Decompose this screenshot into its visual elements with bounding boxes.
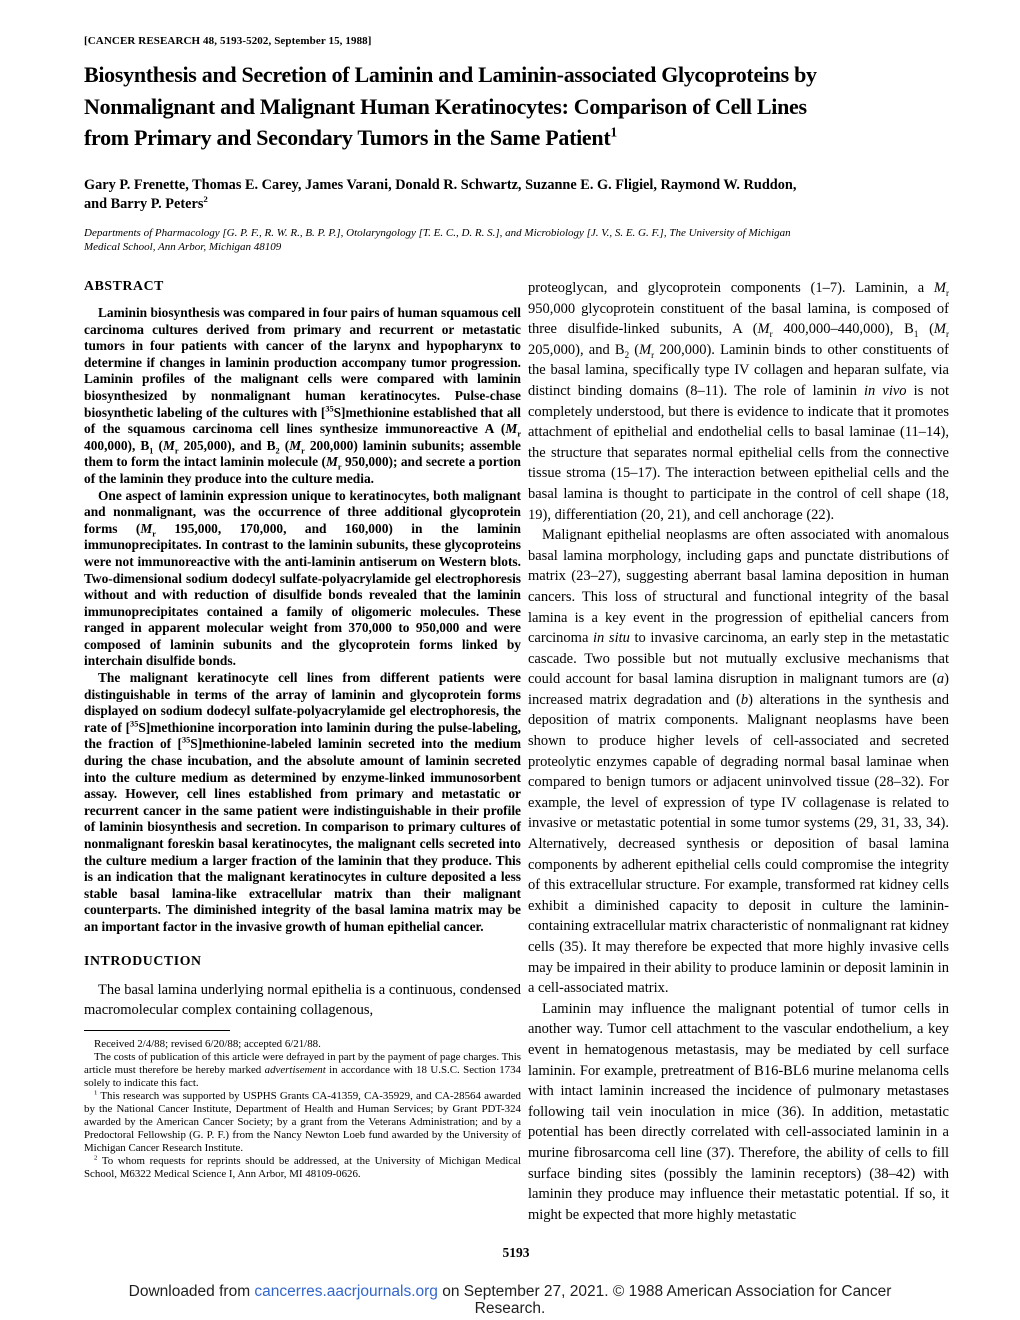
introduction-paragraph: Laminin may influence the malignant potential of tumor cells in another way. Tumor cell attachment to the vascular endothelium, a key event in hematogenous metastasis, may be mediated by cell surface laminin. For example, pretreatment of B16-BL6 murine melanoma cells with intact laminin increased the incidence of pulmonary metastases following tail vein inoculation in mice (36). In addition, metastatic potential has been directly correlated with cell-associated laminin in a murine fibrosarcoma cell line (37). Therefore, the ability of cells to fill surface binding sites (possibly the laminin receptors) (38–42) with laminin they produce may influence their metastatic potential. If so, it might be expected that more highly metastatic [528, 1000, 949, 1223]
footnote-1-funding: $^1$ This research was supported by USPHS Grants CA-41359, CA-35929, and CA-28564 awarded by the National Cancer Institute, Department of Health and Human Services; by Grant PDT-324 awarded by the American Cancer Society; by a grant from the Veterans Administration; and by a Predoctoral Fellowship (G. P. F.) from the Nancy Newton Loeb fund awarded by the University of Michigan Cancer Research Institute. [84, 1089, 521, 1154]
article-title [84, 59, 817, 154]
abstract-section [84, 278, 521, 936]
journal-citation-header: [CANCER RESEARCH 48, 5193-5202, September 15, 1988] [84, 35, 372, 47]
introduction-heading: INTRODUCTION [84, 952, 202, 968]
abstract-paragraph: One aspect of laminin expression unique to keratinocytes, both malignant and nonmalignant, was the occurrence of three additional glycoprotein forms ($M_r$ 195,000, 170,000, and 160,000) in the laminin immunoprecipitates. In contrast to the laminin subunits, these glycoproteins were not immunoreactive with the anti-laminin antiserum on Western blots. Two-dimensional sodium dodecyl sulfate-polyacrylamide gel electrophoresis without and with reduction of disulfide bonds revealed that the laminin immunoprecipitates contained a family of oligomeric molecules. These ranged in apparent molecular weight from 370,000 to 950,000 and were composed of laminin subunits and the glycoprotein forms linked by interchain disulfide bonds. [84, 487, 521, 669]
article-title-line-3: from Primary and Secondary Tumors in the Same Patient$^1$ [84, 124, 617, 150]
authors-line-1: Gary P. Frenette, Thomas E. Carey, James Varani, Donald R. Schwartz, Suzanne E. G. Fligiel, Raymond W. Ruddon, [84, 177, 797, 193]
introduction-paragraph: Malignant epithelial neoplasms are often associated with anomalous basal lamina morphology, including gaps and punctate distributions of matrix (23–27), suggesting aberrant basal lamina deposition in human cancers. This loss of structural and functional integrity of the basal lamina is a key event in the progression of epithelial cancers from carcinoma in situ to invasive carcinoma, an early step in the metastatic cascade. Two possible but not mutually exclusive mechanisms that could account for basal lamina disruption in malignant tumors are (a) increased matrix degradation and (b) alterations in the synthesis and deposition of matrix components. Malignant neoplasms have been shown to produce higher levels of cell-associated and secreted proteolytic enzymes capable of degrading normal basal laminae when compared to benign tumors or adjacent uninvolved tissue (28–32). For example, the level of expression of type IV collagenase is related to invasive or metastatic potential in some tumor systems (29, 31, 33, 34). Alternatively, decreased synthesis or deposition of basal lamina components by adherent epithelial cells could compromise the integrity of this extracellular structure. For example, transformed rat kidney cells exhibit a diminished capacity to deposit in culture the laminin-containing extracellular matrix characteristic of nonmalignant rat kidney cells (35). It may therefore be expected that more highly invasive cells may be impaired in their ability to produce laminin or deposit laminin in a cell-associated matrix. [528, 527, 949, 997]
footnote-separator-rule [84, 1030, 230, 1031]
left-column [84, 278, 521, 1181]
abstract-paragraph: Laminin biosynthesis was compared in four pairs of human squamous cell carcinoma cultures derived from primary and recurrent or metastatic tumors in four patients with cancer of the larynx and hypopharynx to determine if changes in laminin production accompany tumor progression. Laminin profiles of the malignant cells were compared with laminin biosynthesized by nonmalignant human keratinocytes. Pulse-chase biosynthetic labeling of the cultures with [$^{35}$S]methionine established that all of the squamous carcinoma cell lines synthesize immunoreactive A ($M_r$ 400,000), $B_1$ ($M_r$ 205,000), and $B_2$ ($M_r$ 200,000) laminin subunits; assemble them to form the intact laminin molecule ($M_r$ 950,000); and secrete a portion of the laminin they produce into the culture media. [84, 305, 522, 486]
footnote-publication-costs: The costs of publication of this article were defrayed in part by the payment of page charges. This article must therefore be hereby marked advertisement in accordance with 18 U.S.C. Section 1734 solely to indicate this fact. [84, 1050, 521, 1089]
authors-line-2: and Barry P. Peters$^2$ [84, 194, 208, 212]
abstract-heading: ABSTRACT [84, 278, 164, 293]
abstract-paragraph: The malignant keratinocyte cell lines from different patients were distinguishable in terms of the array of laminin and glycoprotein forms displayed on sodium dodecyl sulfate-polyacrylamide gel electrophoresis, the rate of [$^{35}$S]methionine incorporation into laminin during the pulse-labeling, the fraction of [$^{35}$S]methionine-labeled laminin secreted into the medium during the chase incubation, and the absolute amount of laminin secreted into the culture medium as determined by enzyme-linked immunosorbent assay. However, cell lines established from primary and metastatic or recurrent cancer in the same patient were indistinguishable in their profile of laminin biosynthesis and secretion. In comparison to primary cultures of nonmalignant foreskin basal keratinocytes, the malignant cells secreted into the culture medium a larger fraction of the laminin that they produce. This is an indication that the malignant keratinocytes in culture deposited a less stable basal lamina-like extracellular matrix than their malignant counterparts. The diminished integrity of the basal lamina matrix may be an important factor in the invasive growth of human epithelial cancer. [84, 670, 521, 934]
footnote-received-dates: Received 2/4/88; revised 6/20/88; accepted 6/21/88. [94, 1037, 321, 1050]
affiliation [84, 227, 791, 254]
right-column [528, 278, 949, 1225]
authors-line [84, 176, 796, 214]
introduction-paragraph-continued: proteoglycan, and glycoprotein components (1–7). Laminin, a $M_r$ 950,000 glycoprotein constituent of the basal lamina, is composed of three disulfide-linked subunits, A ($M_r$ 400,000–440,000), $B_1$ ($M_r$ 205,000), and $B_2$ ($M_r$ 200,000). Laminin binds to other constituents of the basal lamina, specifically type IV collagen and heparan sulfate, via distinct binding domains (8–11). The role of laminin in vivo is not completely understood, but there is evidence to indicate that it promotes attachment of epithelial and endothelial cells to basal laminae (11–14), the structure that separates normal epithelial cells from the connective tissue stroma (15–17). The interaction between epithelial cells and the basal lamina is thought to participate in the control of cell shape (18, 19), differentiation (20, 21), and cell anchorage (22). [528, 280, 950, 523]
article-title-line-2: Nonmalignant and Malignant Human Keratinocytes: Comparison of Cell Lines [84, 93, 807, 119]
affiliation-line-1: Departments of Pharmacology [G. P. F., R. W. R., B. P. P.], Otolaryngology [T. E. C., D. R. S.], and Microbiology [J. V., S. E. G. F.], The University of Michigan [84, 227, 791, 239]
affiliation-line-2: Medical School, Ann Arbor, Michigan 48109 [84, 240, 282, 253]
footnote-2-reprints: $^2$ To whom requests for reprints should be addressed, at the University of Michigan Medical School, M6322 Medical Science I, Ann Arbor, MI 48109-0626. [84, 1154, 521, 1180]
introduction-paragraph-left: The basal lamina underlying normal epithelia is a continuous, condensed macromolecular complex containing collagenous, [84, 981, 521, 1019]
footer-downloaded-prefix: Downloaded from [128, 1283, 255, 1300]
article-title-line-1: Biosynthesis and Secretion of Laminin and Laminin-associated Glycoproteins by [84, 62, 817, 87]
download-footer [110, 1283, 910, 1317]
footer-downloaded-suffix: on September 27, 2021. © 1988 American Association for Cancer Research. [437, 1283, 892, 1317]
footnotes-block [84, 1038, 521, 1181]
footer-journal-link[interactable]: cancerres.aacrjournals.org [254, 1283, 438, 1300]
page-number: 5193 [502, 1245, 530, 1260]
